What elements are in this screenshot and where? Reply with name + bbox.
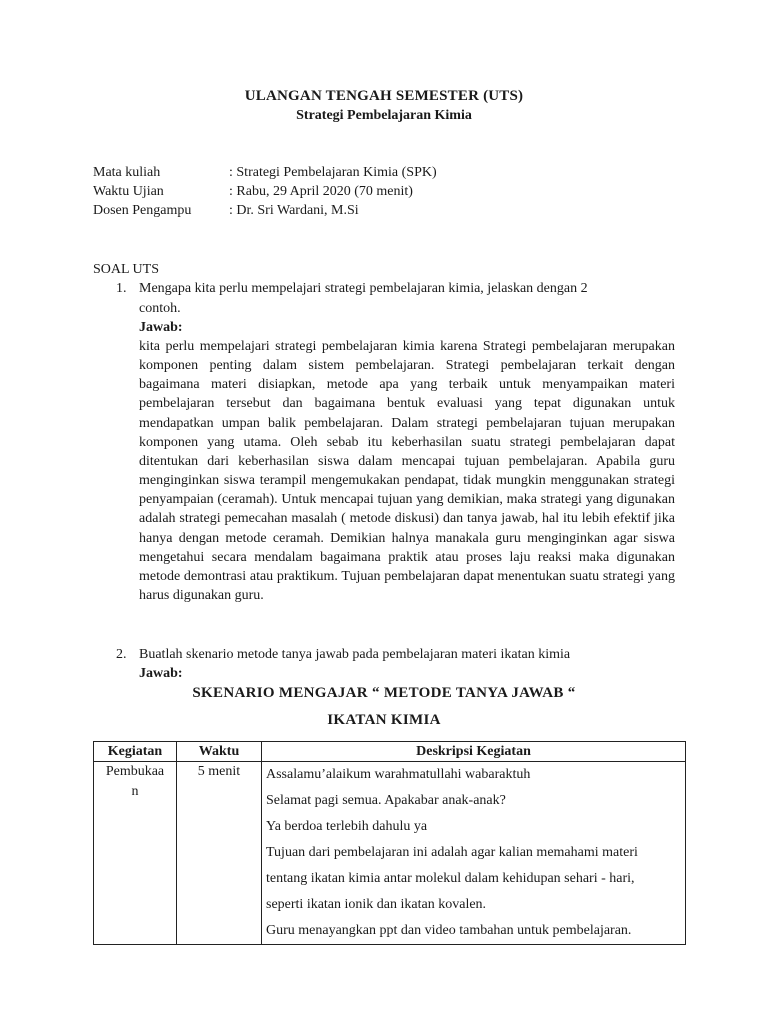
info-value: : Dr. Sri Wardani, M.Si <box>229 203 359 218</box>
description-line: Selamat pagi semua. Apakabar anak-anak? <box>266 793 506 808</box>
info-row-dosen-pengampu <box>93 201 359 221</box>
info-value: : Strategi Pembelajaran Kimia (SPK) <box>229 165 437 180</box>
info-row-waktu-ujian <box>93 182 413 202</box>
column-header-waktu: Waktu <box>177 742 262 762</box>
scenario-subtitle: IKATAN KIMIA <box>327 712 441 728</box>
description-line: Tujuan dari pembelajaran ini adalah agar kalian memahami materi <box>266 845 638 860</box>
scenario-title: SKENARIO MENGAJAR “ METODE TANYA JAWAB “ <box>192 685 576 701</box>
answer-text: kita perlu mempelajari strategi pembelajaran kimia karena Strategi pembelajaran merupakan komponen penting dalam sistem pembelajaran. Strategi pembelajaran terkait dengan bagaimana materi disiapkan, metode apa yang terbaik untuk menyampaikan materi pembelajaran tersebut dan bagaimana bentuk evaluasi yang tepat digunakan untuk mendapatkan umpan balik pembelajaran. Dalam strategi pembelajaran tujuan merupakan komponen yang utama. Oleh sebab itu keberhasilan suatu strategi pembelajaran dapat ditentukan dari keberhasilan siswa dalam mencapai tujuan pembelajaran. Apabila guru menginginkan siswa terampil mengemukakan pendapat, tidak mungkin menggunakan strategi penyampaian (ceramah). Untuk mencapai tujuan yang demikian, maka strategi yang digunakan adalah strategi pemecahan masalah ( metode diskusi) dan tanya jawab, hal itu lebih efektif jika hanya dengan metode ceramah. Demikian halnya manakala guru menginginkan agar siswa mengetahui secara mendalam bagaimana praktik atau proses laju reaksi maka digunakan metode demontrasi atau praktikum. Tujuan pembelajaran dapat menentukan suatu strategi yang harus digunakan guru. <box>139 339 675 604</box>
document-title: ULANGAN TENGAH SEMESTER (UTS) <box>244 88 524 104</box>
cell-deskripsi <box>262 762 686 945</box>
table-header-row <box>94 742 686 762</box>
answer-label: Jawab: <box>139 320 183 335</box>
question-text: Buatlah skenario metode tanya jawab pada pembelajaran materi ikatan kimia <box>139 647 571 662</box>
info-label: Mata kuliah <box>93 165 161 180</box>
question-text-line: contoh. <box>139 301 181 316</box>
question-text-line: Mengapa kita perlu mempelajari strategi pembelajaran kimia, jelaskan dengan 2 <box>139 281 588 296</box>
info-label: Dosen Pengampu <box>93 203 192 218</box>
column-header-deskripsi: Deskripsi Kegiatan <box>262 742 686 762</box>
info-label: Waktu Ujian <box>93 184 164 199</box>
cell-kegiatan-line: n <box>131 784 139 799</box>
soal-heading: SOAL UTS <box>93 262 159 277</box>
description-line: Ya berdoa terlebih dahulu ya <box>266 819 428 834</box>
info-value: : Rabu, 29 April 2020 (70 menit) <box>229 184 413 199</box>
description-line: seperti ikatan ionik dan ikatan kovalen. <box>266 897 487 912</box>
question-number: 2. <box>116 647 127 662</box>
question-number: 1. <box>116 281 127 296</box>
info-row-mata-kuliah <box>93 163 437 183</box>
activity-table <box>93 741 686 945</box>
cell-waktu: 5 menit <box>177 762 262 945</box>
document-subtitle: Strategi Pembelajaran Kimia <box>296 108 472 123</box>
cell-kegiatan <box>94 762 177 945</box>
column-header-kegiatan: Kegiatan <box>94 742 177 762</box>
table-row <box>94 762 686 945</box>
description-line: tentang ikatan kimia antar molekul dalam kehidupan sehari - hari, <box>266 871 635 886</box>
cell-kegiatan-line: Pembukaa <box>105 764 165 779</box>
description-line: Assalamu’alaikum warahmatullahi wabaraktuh <box>266 767 531 782</box>
question-text <box>139 279 637 319</box>
description-line: Guru menayangkan ppt dan video tambahan untuk pembelajaran. <box>266 923 632 938</box>
answer-label: Jawab: <box>139 666 183 681</box>
